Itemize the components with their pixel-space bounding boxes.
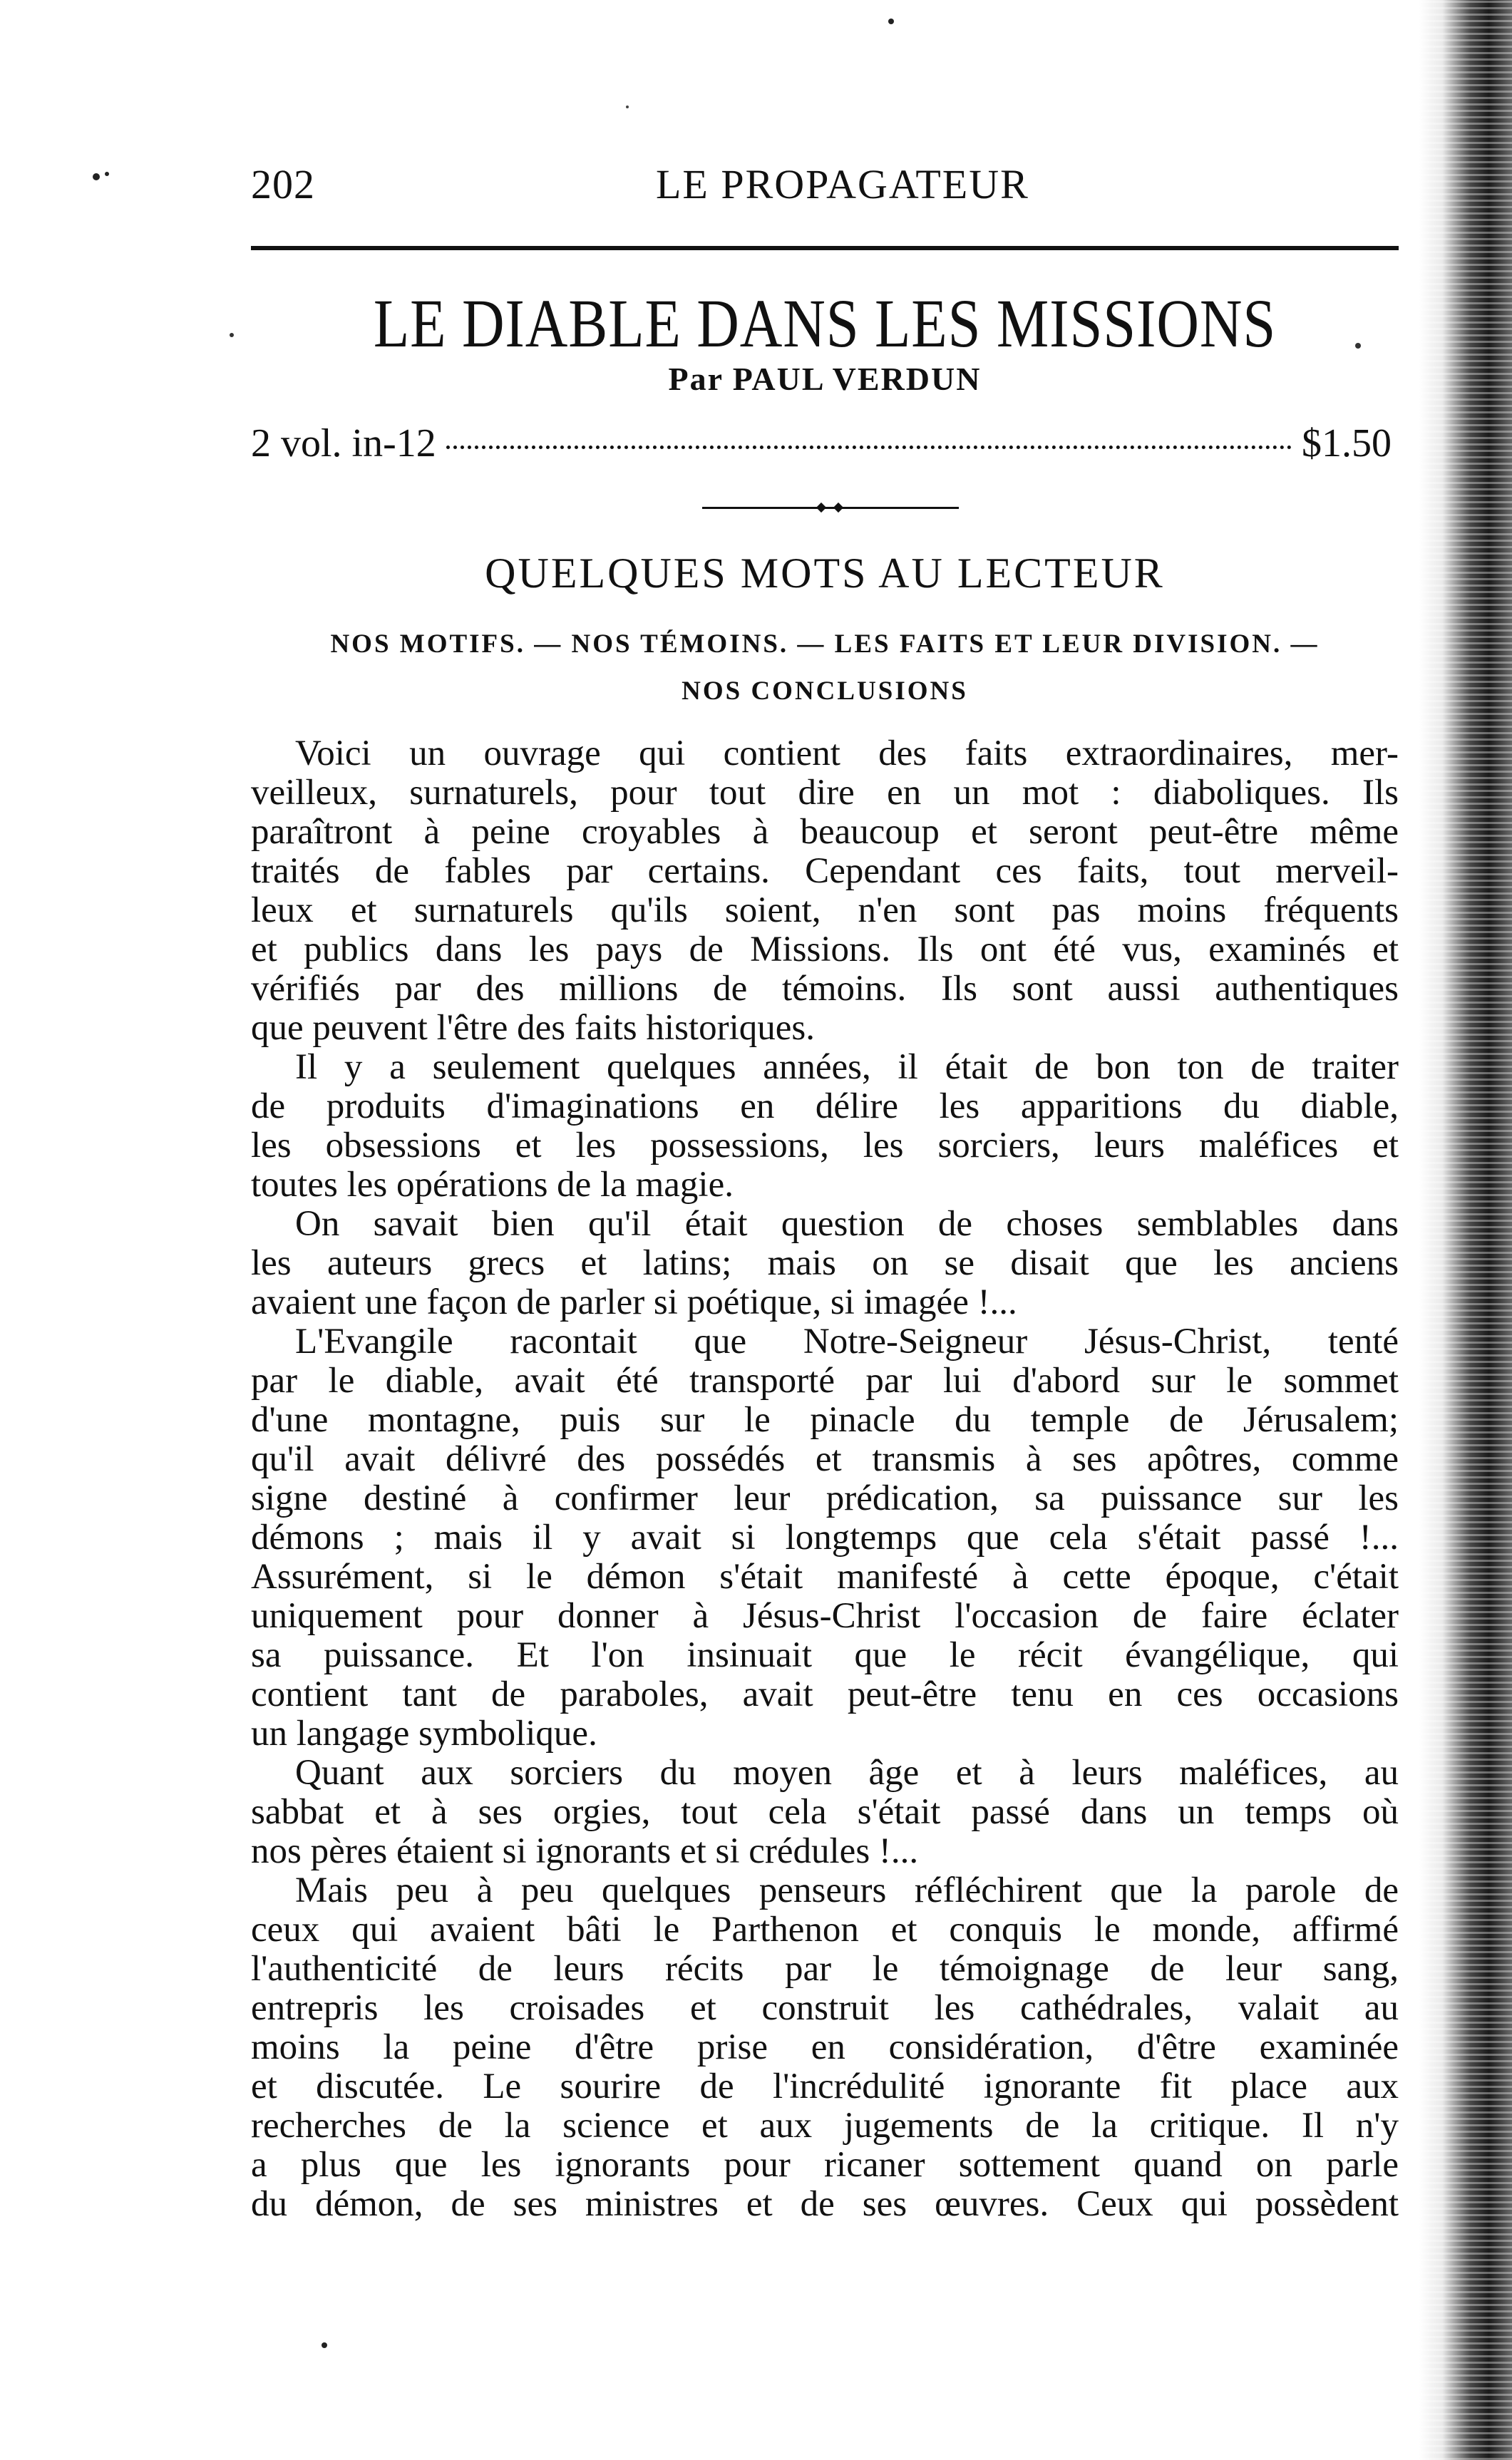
book-title: LE DIABLE DANS LES MISSIONS [373,285,1277,361]
volume-format: 2 vol. in-12 [251,421,436,465]
section-subhead: NOS MOTIFS. — NOS TÉMOINS. — LES FAITS ET LEUR DIVISION. — [330,629,1320,659]
text-line: contient tant de paraboles, avait peut-être tenu en ces occasions [251,1674,1399,1714]
text-line: démons ; mais il y avait si longtemps que cela s'était passé !... [251,1518,1399,1558]
text-line: qu'il avait délivré des possédés et transmis à ses apôtres, comme [251,1439,1399,1479]
text-line: entrepris les croisades et construit les cathédrales, valait au [251,1988,1399,2028]
text-line: On savait bien qu'il était question de choses semblables dans [295,1204,1399,1244]
text-line: uniquement pour donner à Jésus-Christ l'occasion de faire éclater [251,1596,1399,1636]
text-line: L'Evangile racontait que Notre-Seigneur Jésus-Christ, tenté [295,1322,1399,1362]
text-line: avaient une façon de parler si poétique, si imagée !... [251,1282,1017,1322]
text-line: vérifiés par des millions de témoins. Ils sont aussi authentiques [251,969,1399,1009]
text-line: ceux qui avaient bâti le Parthenon et conquis le monde, affirmé [251,1910,1399,1950]
text-line: et discutée. Le sourire de l'incrédulité ignorante fit place aux [251,2067,1399,2106]
text-line: Quant aux sorciers du moyen âge et à leurs maléfices, au [295,1753,1399,1793]
text-line: toutes les opérations de la magie. [251,1165,734,1205]
text-line: que peuvent l'être des faits historiques. [251,1008,815,1048]
section-subhead-continued: NOS CONCLUSIONS [682,676,968,706]
text-line: du démon, de ses ministres et de ses œuvres. Ceux qui possèdent [251,2184,1399,2224]
text-line: un langage symbolique. [251,1714,597,1754]
text-line: les auteurs grecs et latins; mais on se disait que les anciens [251,1243,1399,1283]
page-number: 202 [251,161,315,207]
text-line: et publics dans les pays de Missions. Ils ont été vus, examinés et [251,930,1399,969]
text-line: nos pères étaient si ignorants et si crédules !... [251,1831,919,1871]
text-line: par le diable, avait été transporté par lui d'abord sur le sommet [251,1361,1399,1401]
text-line: leux et surnaturels qu'ils soient, n'en sont pas moins fréquents [251,890,1399,930]
text-line: d'une montagne, puis sur le pinacle du temple de Jérusalem; [251,1400,1399,1440]
text-line: de produits d'imaginations en délire les apparitions du diable, [251,1086,1399,1126]
text-line: paraîtront à peine croyables à beaucoup et seront peut-être même [251,812,1399,852]
book-price: $1.50 [1302,421,1392,465]
text-line: recherches de la science et aux jugements de la critique. Il n'y [251,2106,1399,2146]
text-line: veilleux, surnaturels, pour tout dire en un mot : diaboliques. Ils [251,773,1399,813]
text-line: Voici un ouvrage qui contient des faits extraordinaires, mer- [295,734,1399,773]
book-byline: Par PAUL VERDUN [668,361,982,397]
text-line: moins la peine d'être prise en considération, d'être examinée [251,2027,1399,2067]
text-line: Il y a seulement quelques années, il était de bon ton de traiter [295,1047,1399,1087]
text-line: a plus que les ignorants pour ricaner sottement quand on parle [251,2145,1399,2185]
text-line: sabbat et à ses orgies, tout cela s'était passé dans un temps où [251,1792,1399,1832]
text-line: Mais peu à peu quelques penseurs réfléchirent que la parole de [295,1870,1399,1910]
text-line: Assurément, si le démon s'était manifesté à cette époque, c'était [251,1557,1399,1597]
text-line: l'authenticité de leurs récits par le témoignage de leur sang, [251,1949,1399,1989]
text-line: signe destiné à confirmer leur prédication, sa puissance sur les [251,1478,1399,1518]
text-line: sa puissance. Et l'on insinuait que le récit évangélique, qui [251,1635,1399,1675]
running-title: LE PROPAGATEUR [656,161,1029,207]
section-title: QUELQUES MOTS AU LECTEUR [485,550,1165,597]
text-line: les obsessions et les possessions, les sorciers, leurs maléfices et [251,1126,1399,1165]
text-line: traités de fables par certains. Cependant ces faits, tout merveil- [251,851,1399,891]
